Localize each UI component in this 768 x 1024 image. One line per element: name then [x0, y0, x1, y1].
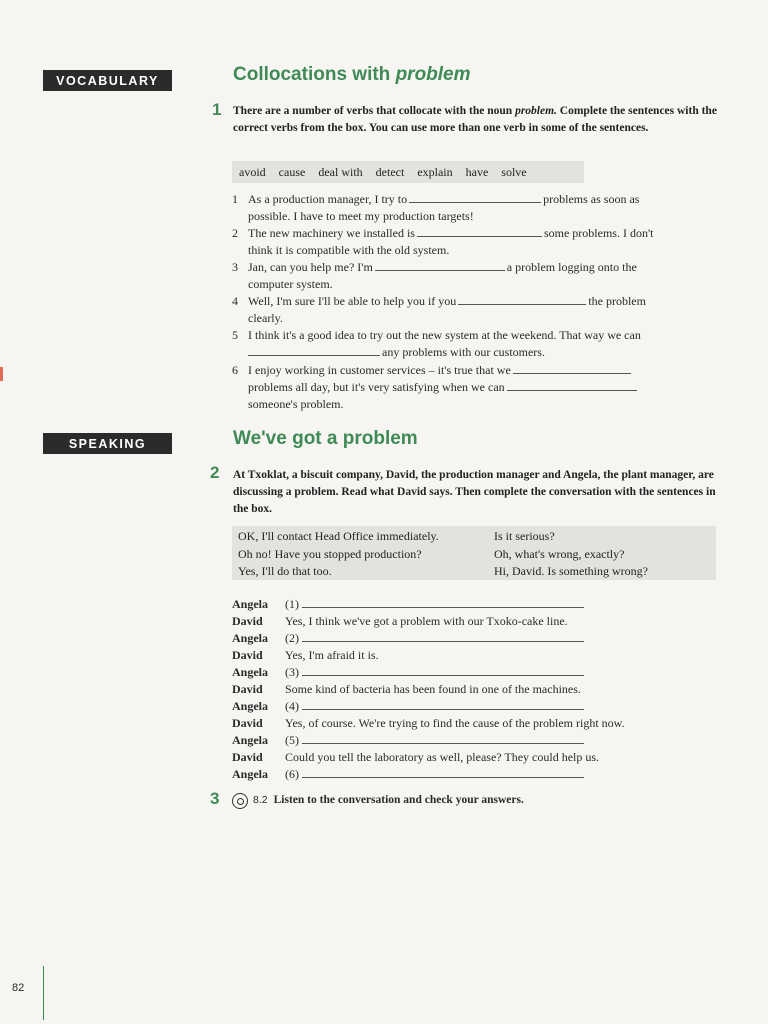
item-text: As a production manager, I try to — [248, 192, 408, 206]
answer-blank[interactable] — [302, 732, 584, 744]
speaker-name: David — [232, 614, 263, 628]
answer-blank[interactable] — [302, 766, 584, 778]
speaker-name: Angela — [232, 767, 268, 781]
answer-blank[interactable] — [302, 698, 584, 710]
speaker-name: Angela — [232, 699, 268, 713]
dialogue-line — [232, 613, 568, 630]
speaker-name: Angela — [232, 665, 268, 679]
heading-main-text: Collocations with — [233, 64, 396, 85]
exercise-2-number: 2 — [210, 463, 220, 482]
listen-text: Listen to the conversation and check your answers. — [273, 794, 524, 806]
item-number: 4 — [232, 294, 238, 308]
item-text: possible. I have to meet my production targets! — [248, 209, 474, 223]
footer-divider — [43, 966, 44, 1020]
speaker-name: Angela — [232, 597, 268, 611]
dialogue-line — [232, 749, 599, 766]
speaker-name: Angela — [232, 631, 268, 645]
phrase-item: Oh no! Have you stopped production? — [238, 546, 422, 561]
item-number: 1 — [232, 192, 238, 206]
answer-blank[interactable] — [302, 664, 584, 676]
word-box-item: solve — [501, 164, 527, 179]
heading-emphasis: problem — [395, 64, 471, 85]
vocabulary-section-tag: VOCABULARY — [43, 70, 172, 91]
answer-blank[interactable] — [248, 345, 380, 356]
speaker-name: David — [232, 682, 263, 696]
dialogue-line — [232, 630, 584, 647]
item-text: Jan, can you help me? I'm — [248, 260, 373, 274]
item-text: a problem logging onto the — [506, 260, 637, 274]
phrase-box — [232, 526, 716, 580]
word-box — [232, 161, 584, 183]
item-text: Well, I'm sure I'll be able to help you if you — [248, 294, 457, 308]
exercise-1-number: 1 — [212, 100, 222, 119]
dialogue-text: (2) — [285, 631, 299, 645]
instruction-emphasis: problem. — [515, 105, 557, 117]
edge-mark — [0, 367, 3, 381]
track-number: 8.2 — [253, 794, 268, 806]
word-box-item: avoid — [239, 164, 266, 179]
phrase-item: Yes, I'll do that too. — [238, 564, 332, 578]
phrase-item: OK, I'll contact Head Office immediately. — [238, 529, 439, 543]
dialogue-text: (6) — [285, 767, 299, 781]
answer-blank[interactable] — [302, 630, 584, 642]
phrase-item: Oh, what's wrong, exactly? — [494, 546, 625, 561]
answer-blank[interactable] — [409, 192, 541, 203]
phrase-item: Hi, David. Is something wrong? — [494, 564, 648, 578]
answer-blank[interactable] — [302, 596, 584, 608]
dialogue-line — [232, 647, 379, 664]
audio-cd-icon[interactable] — [232, 793, 248, 809]
dialogue-line — [232, 732, 584, 749]
speaker-name: David — [232, 750, 263, 764]
dialogue-text: Yes, of course. We're trying to find the cause of the problem right now. — [285, 716, 625, 730]
speaker-name: Angela — [232, 733, 268, 747]
answer-blank[interactable] — [375, 260, 505, 271]
item-text: problems as soon as — [543, 192, 640, 206]
item-text: The new machinery we installed is — [248, 226, 415, 240]
item-text: clearly. — [248, 311, 283, 325]
item-number: 5 — [232, 328, 238, 342]
exercise-1-instruction — [233, 103, 723, 137]
page-number: 82 — [12, 982, 25, 994]
phrase-item: Is it serious? — [494, 529, 555, 543]
dialogue-text: (5) — [285, 733, 299, 747]
dialogue-text: (3) — [285, 665, 299, 679]
speaker-name: David — [232, 648, 263, 662]
vocabulary-heading — [233, 64, 471, 86]
instruction-part-b: Complete the sentences with the correct verbs from the box. You can use more than one verb in some of the sentences. — [233, 105, 717, 134]
dialogue-line — [232, 698, 584, 715]
word-box-item: have — [465, 164, 489, 179]
item-text: the problem — [588, 294, 646, 308]
exercise-2-instruction: At Txoklat, a biscuit company, David, the production manager and Angela, the plant manager, are discussing a problem. Read what David says. Then complete the conversation with the sentences in the box. — [233, 469, 716, 515]
item-text: problems all day, but it's very satisfying when we can — [248, 380, 505, 394]
dialogue-text: (4) — [285, 699, 299, 713]
answer-blank[interactable] — [513, 363, 631, 374]
dialogue-text: Could you tell the laboratory as well, please? They could help us. — [285, 750, 600, 764]
dialogue-line — [232, 596, 584, 613]
answer-blank[interactable] — [507, 380, 637, 391]
word-box-item: deal with — [318, 164, 363, 179]
item-text: think it is compatible with the old system. — [248, 243, 450, 257]
dialogue-line — [232, 681, 581, 698]
item-number: 3 — [232, 260, 238, 274]
dialogue-text: (1) — [285, 597, 299, 611]
speaker-name: David — [232, 716, 263, 730]
item-text: someone's problem. — [248, 397, 344, 411]
instruction-part-a: There are a number of verbs that collocate with the noun — [233, 105, 516, 117]
item-number: 2 — [232, 226, 238, 240]
speaking-heading: We've got a problem — [233, 428, 418, 449]
dialogue-line — [232, 715, 625, 732]
answer-blank[interactable] — [417, 226, 542, 237]
dialogue-text: Yes, I'm afraid it is. — [285, 648, 379, 662]
item-text: computer system. — [248, 277, 333, 291]
dialogue-text: Yes, I think we've got a problem with our Txoko-cake line. — [285, 614, 568, 628]
answer-blank[interactable] — [458, 294, 586, 305]
item-text: I enjoy working in customer services – it's true that we — [248, 363, 511, 377]
item-number: 6 — [232, 363, 238, 377]
dialogue-line — [232, 664, 584, 681]
item-text: some problems. I don't — [543, 226, 654, 240]
word-box-item: detect — [375, 164, 405, 179]
item-text: any problems with our customers. — [382, 345, 545, 359]
word-box-item: cause — [278, 164, 306, 179]
speaking-section-tag: SPEAKING — [43, 433, 172, 454]
exercise-3-instruction — [253, 794, 524, 806]
dialogue-text: Some kind of bacteria has been found in one of the machines. — [285, 682, 581, 696]
dialogue-line — [232, 766, 584, 783]
exercise-3-number: 3 — [210, 789, 220, 808]
word-box-item: explain — [417, 164, 453, 179]
item-text: I think it's a good idea to try out the new system at the weekend. That way we can — [248, 328, 641, 342]
